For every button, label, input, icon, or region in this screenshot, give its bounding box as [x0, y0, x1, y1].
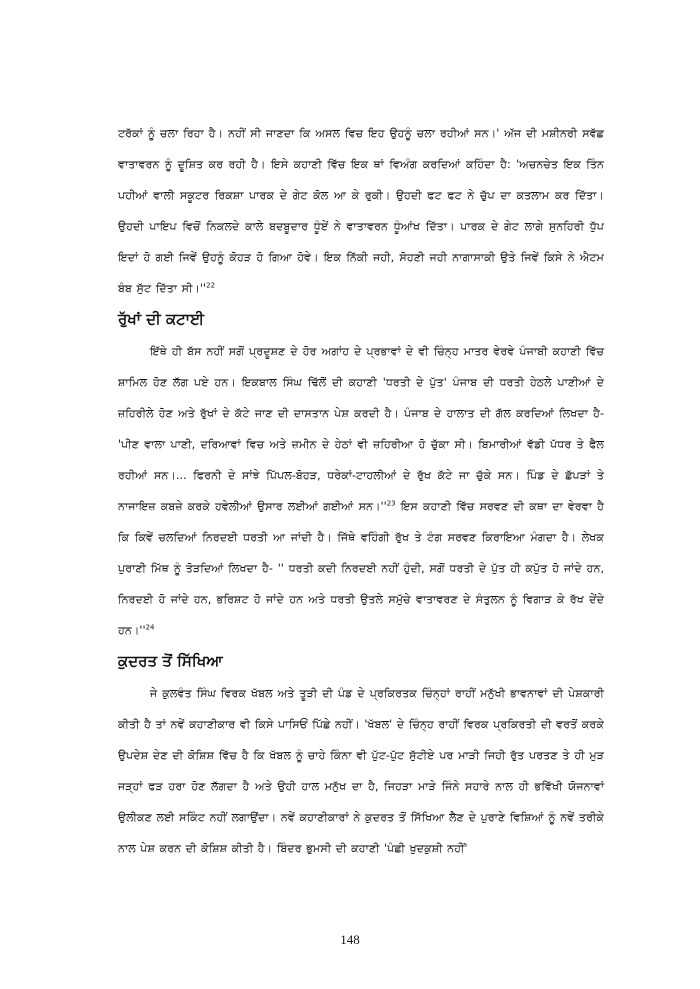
- paragraph-3: [118, 678, 604, 864]
- section-heading-learning-from-nature: ਕੁਦਰਤ ਤੋਂ ਸਿੱਖਿਆ: [118, 652, 223, 670]
- paragraph-1: [118, 118, 604, 304]
- page-number: 148: [340, 932, 360, 947]
- paragraph-2-text-b: ਇਸ ਕਹਾਣੀ ਵਿੱਚ ਸਰਵਣ ਦੀ ਕਥਾ ਦਾ ਵੇਰਵਾ ਹੈ ਕਿ ਕਿਵੇਂ ਚਲਦਿਆਂ ਨਿਰਦਈ ਧਰਤੀ ਆ ਜਾਂਦੀ ਹੈ। ਜਿੱਥੇ ਵਹਿੰਗੀ ਰੁੱਖ ਤੇ ਟੰਗ ਸਰਵਣ ਕਿਰਾਇਆ ਮੰਗਦਾ ਹੈ। ਲੇਖਕ ਪੁਰਾਣੀ ਮਿੱਥ ਨੂੰ ਤੋੜਦਿਆਂ ਲਿਖਦਾ ਹੈ- '' ਧਰਤੀ ਕਦੀ ਨਿਰਦਈ ਨਹੀਂ ਹੁੰਦੀ, ਸਗੋਂ ਧਰਤੀ ਦੇ ਪੁੱਤ ਹੀ ਕਪੁੱਤ ਹੋ ਜਾਂਦੇ ਹਨ, ਨਿਰਦਈ ਹੋ ਜਾਂਦੇ ਹਨ, ਭਰਿਸ਼ਟ ਹੋ ਜਾਂਦੇ ਹਨ ਅਤੇ ਧਰਤੀ ਉਤਲੇ ਸਮੁੱਚੇ ਵਾਤਾਵਰਣ ਦੇ ਸੰਤੁਲਨ ਨੂੰ ਵਿਗਾੜ ਕੇ ਰੱਖ ਦੇਂਦੇ ਹਨ।'': [118, 500, 604, 637]
- paragraph-2-text-a: ਇੱਥੇ ਹੀ ਬੱਸ ਨਹੀਂ ਸਗੋਂ ਪ੍ਰਦੂਸ਼ਣ ਦੇ ਹੋਰ ਅਗਾਂਹ ਦੇ ਪ੍ਰਭਾਵਾਂ ਦੇ ਵੀ ਚਿੰਨ੍ਹ ਮਾਤਰ ਵੇਰਵੇ ਪੰਜਾਬੀ ਕਹਾਣੀ ਵਿੱਚ ਸ਼ਾਮਿਲ ਹੋਣ ਲੱਗ ਪਏ ਹਨ। ਇਕਬਾਲ ਸਿੰਘ ਢਿੱਲੋਂ ਦੀ ਕਹਾਣੀ 'ਧਰਤੀ ਦੇ ਪੁੱਤ' ਪੰਜਾਬ ਦੀ ਧਰਤੀ ਹੇਠਲੇ ਪਾਣੀਆਂ ਦੇ ਜ਼ਹਿਰੀਲੇ ਹੋਣ ਅਤੇ ਰੁੱਖਾਂ ਦੇ ਕੱਟੇ ਜਾਣ ਦੀ ਦਾਸਤਾਨ ਪੇਸ਼ ਕਰਦੀ ਹੈ। ਪੰਜਾਬ ਦੇ ਹਾਲਾਤ ਦੀ ਗੱਲ ਕਰਦਿਆਂ ਲਿਖਦਾ ਹੈ- 'ਪੀਣ ਵਾਲਾ ਪਾਣੀ, ਦਰਿਆਵਾਂ ਵਿਚ ਅਤੇ ਜ਼ਮੀਨ ਦੇ ਹੇਠਾਂ ਵੀ ਜ਼ਹਿਰੀਆ ਹੋ ਚੁੱਕਾ ਸੀ। ਬਿਮਾਰੀਆਂ ਵੱਡੀ ਪੱਧਰ ਤੇ ਫੈਲ ਰਹੀਆਂ ਸਨ।... ਫਿਰਨੀ ਦੇ ਸਾਂਝੇ ਪਿੱਪਲ-ਬੋਹੜ, ਧਰੇਕਾਂ-ਟਾਹਲੀਆਂ ਦੇ ਰੁੱਖ ਕੱਟੇ ਜਾ ਚੁੱਕੇ ਸਨ। ਪਿੰਡ ਦੇ ਛੱਪੜਾਂ ਤੇ ਨਾਜਾਇਜ਼ ਕਬਜ਼ੇ ਕਰਕੇ ਹਵੇਲੀਆਂ ਉਸਾਰ ਲਈਆਂ ਗਈਆਂ ਸਨ।'': [118, 345, 604, 513]
- paragraph-1-text: ਟਰੱਕਾਂ ਨੂੰ ਚਲਾ ਰਿਹਾ ਹੈ। ਨਹੀਂ ਸੀ ਜਾਣਦਾ ਕਿ ਅਸਲ ਵਿਚ ਇਹ ਉਹਨੂੰ ਚਲਾ ਰਹੀਆਂ ਸਨ।' ਅੱਜ ਦੀ ਮਸ਼ੀਨਰੀ ਸਵੱਛ ਵਾਤਾਵਰਨ ਨੂੰ ਦੂਸ਼ਿਤ ਕਰ ਰਹੀ ਹੈ। ਇਸੇ ਕਹਾਣੀ ਵਿੱਚ ਇਕ ਥਾਂ ਵਿਅੰਗ ਕਰਦਿਆਂ ਕਹਿੰਦਾ ਹੈ: 'ਅਚਨਚੇਤ ਇਕ ਤਿੰਨ ਪਹੀਆਂ ਵਾਲੀ ਸਕੂਟਰ ਰਿਕਸ਼ਾ ਪਾਰਕ ਦੇ ਗੇਟ ਕੋਲ ਆ ਕੇ ਰੁਕੀ। ਉਹਦੀ ਫਟ ਫਟ ਨੇ ਚੁੱਪ ਦਾ ਕਤਲਾਮ ਕਰ ਦਿੱਤਾ। ਉਹਦੀ ਪਾਇਪ ਵਿਚੋਂ ਨਿਕਲਦੇ ਕਾਲੇ ਬਦਬੂਦਾਰ ਧੂੰਏਂ ਨੇ ਵਾਤਾਵਰਨ ਧੂੰਆਂਖ ਦਿੱਤਾ। ਪਾਰਕ ਦੇ ਗੇਟ ਲਾਗੇ ਸੁਨਹਿਰੀ ਧੁੱਪ ਇਦਾਂ ਹੋ ਗਈ ਜਿਵੇਂ ਉਹਨੂੰ ਕੋਹੜ ਹੋ ਗਿਆ ਹੋਵੇ। ਇਕ ਨਿੱਕੀ ਜਹੀ, ਸੋਹਣੀ ਜਹੀ ਨਾਗਾਸਾਕੀ ਉਤੇ ਜਿਵੇਂ ਕਿਸੇ ਨੇ ਐਟਮ ਬੰਬ ਸੁੱਟ ਦਿੱਤਾ ਸੀ।'': [118, 127, 604, 295]
- footnote-ref-22: 22: [206, 281, 216, 290]
- paragraph-3-text: ਜੇ ਕੁਲਵੰਤ ਸਿੰਘ ਵਿਰਕ ਖੱਬਲ ਅਤੇ ਤੂੜੀ ਦੀ ਪੰਡ ਦੇ ਪ੍ਰਕਿਰਤਕ ਚਿੰਨ੍ਹਾਂ ਰਾਹੀਂ ਮਨੁੱਖੀ ਭਾਵਨਾਵਾਂ ਦੀ ਪੇਸ਼ਕਾਰੀ ਕੀਤੀ ਹੈ ਤਾਂ ਨਵੇਂ ਕਹਾਣੀਕਾਰ ਵੀ ਕਿਸੇ ਪਾਸਿਓਂ ਪਿੱਛੇ ਨਹੀਂ। 'ਖੱਬਲ' ਦੇ ਚਿੰਨ੍ਹ ਰਾਹੀਂ ਵਿਰਕ ਪ੍ਰਕਿਰਤੀ ਦੀ ਵਰਤੋਂ ਕਰਕੇ ਉਪਦੇਸ਼ ਦੇਣ ਦੀ ਕੋਸ਼ਿਸ਼ ਵਿੱਚ ਹੈ ਕਿ ਖੱਬਲ ਨੂੰ ਚਾਹੇ ਕਿੰਨਾ ਵੀ ਪੁੱਟ-ਪੁੱਟ ਸੁੱਟੀਏ ਪਰ ਮਾੜੀ ਜਿਹੀ ਰੁੱਤ ਪਰਤਣ ਤੇ ਹੀ ਮੁੜ ਜੜ੍ਹਾਂ ਫੜ ਹਰਾ ਹੋਣ ਲੱਗਦਾ ਹੈ ਅਤੇ ਉਹੀ ਹਾਲ ਮਨੁੱਖ ਦਾ ਹੈ, ਜਿਹੜਾ ਮਾੜੇ ਜਿੰਨੇ ਸਹਾਰੇ ਨਾਲ ਹੀ ਭਵਿੱਖੀ ਯੋਜਨਾਵਾਂ ਉਲੀਕਣ ਲਈ ਸਕਿੰਟ ਨਹੀਂ ਲਗਾਉਂਦਾ। ਨਵੇਂ ਕਹਾਣੀਕਾਰਾਂ ਨੇ ਕੁਦਰਤ ਤੋਂ ਸਿੱਖਿਆ ਲੈਣ ਦੇ ਪੁਰਾਣੇ ਵਿਸ਼ਿਆਂ ਨੂੰ ਨਵੇਂ ਤਰੀਕੇ ਨਾਲ ਪੇਸ਼ ਕਰਨ ਦੀ ਕੋਸ਼ਿਸ਼ ਕੀਤੀ ਹੈ। ਬਿੰਦਰ ਭੁਮਸੀ ਦੀ ਕਹਾਣੀ 'ਪੰਛੀ ਖੁਦਕੁਸ਼ੀ ਨਹੀਂ': [118, 687, 604, 855]
- footnote-ref-23: 23: [386, 499, 396, 508]
- paragraph-2: [118, 336, 604, 646]
- page-content: [118, 118, 604, 864]
- section-heading-tree-cutting: ਰੁੱਖਾਂ ਦੀ ਕਟਾਈ: [118, 310, 204, 328]
- footnote-ref-24: 24: [145, 623, 155, 632]
